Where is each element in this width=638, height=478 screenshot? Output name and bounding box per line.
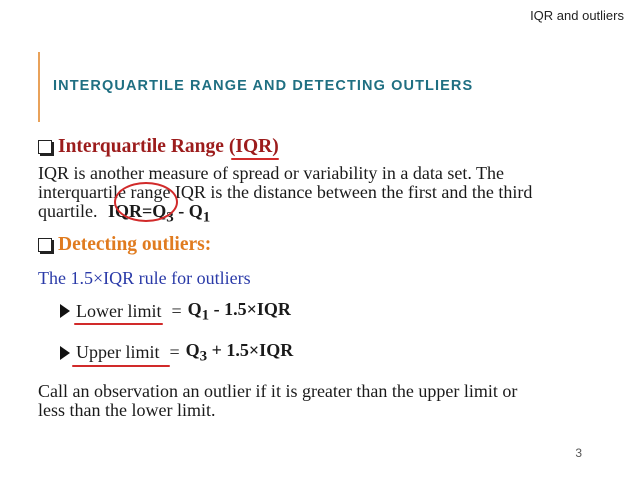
lower-formula-q: Q	[187, 298, 202, 319]
annotation-circle	[114, 182, 178, 222]
iqr-definition	[38, 164, 623, 228]
annotation-underline	[231, 158, 279, 160]
heading-iqr-prefix: Interquartile Range	[58, 136, 224, 157]
upper-limit-row	[60, 340, 623, 366]
annotation-underline	[74, 323, 163, 325]
lower-limit-formula	[188, 299, 291, 325]
definition-line-2: interquartile range IQR is the distance between the first and the third	[38, 182, 533, 202]
lower-limit-label-text: Lower limit	[76, 300, 162, 321]
checkbox-bullet-icon	[38, 140, 52, 154]
heading-detecting-outliers	[38, 234, 623, 256]
upper-limit-equals: =	[169, 342, 180, 363]
slide-title: INTERQUARTILE RANGE AND DETECTING OUTLIERS	[53, 78, 474, 94]
upper-limit-formula	[186, 340, 294, 366]
header-topic: IQR and outliers	[530, 8, 624, 23]
upper-limit-label-text: Upper limit	[76, 342, 160, 363]
conclusion-line-1: Call an observation an outlier if it is greater than the upper limit or	[38, 380, 518, 401]
upper-limit-label	[76, 342, 160, 363]
definition-line-1: IQR is another measure of spread or variability in a data set. The	[38, 163, 505, 183]
iqr-formula-sub3: 3	[166, 209, 174, 226]
accent-bar	[38, 52, 40, 122]
lower-formula-rest: - 1.5×IQR	[209, 298, 291, 319]
upper-formula-rest: + 1.5×IQR	[207, 340, 294, 361]
heading-iqr-abbrev: (IQR)	[228, 136, 279, 157]
upper-formula-q: Q	[185, 340, 200, 361]
iqr-formula-eq: =Q	[142, 201, 167, 221]
conclusion-line-2: less than the lower limit.	[38, 399, 216, 420]
iqr-formula-sub1: 1	[202, 209, 211, 226]
page-number: 3	[575, 446, 582, 460]
annotation-underline	[72, 365, 170, 367]
arrow-bullet-icon	[60, 346, 70, 360]
heading-detecting-outliers-text: Detecting outliers:	[58, 233, 212, 255]
iqr-formula-minus: - Q	[173, 201, 203, 221]
arrow-bullet-icon	[60, 304, 70, 318]
lower-formula-sub: 1	[201, 307, 210, 324]
definition-line-3-text: quartile.	[38, 201, 98, 221]
checkbox-bullet-icon	[38, 238, 52, 252]
iqr-formula-iqr: IQR	[107, 201, 142, 221]
upper-formula-sub: 3	[199, 348, 208, 365]
heading-iqr-term	[229, 136, 279, 158]
heading-iqr	[38, 136, 623, 158]
lower-limit-equals: =	[171, 300, 182, 321]
slide-content	[38, 136, 623, 420]
lower-limit-label	[76, 301, 161, 322]
outlier-rule: The 1.5×IQR rule for outliers	[38, 267, 251, 288]
lower-limit-row	[60, 299, 623, 325]
